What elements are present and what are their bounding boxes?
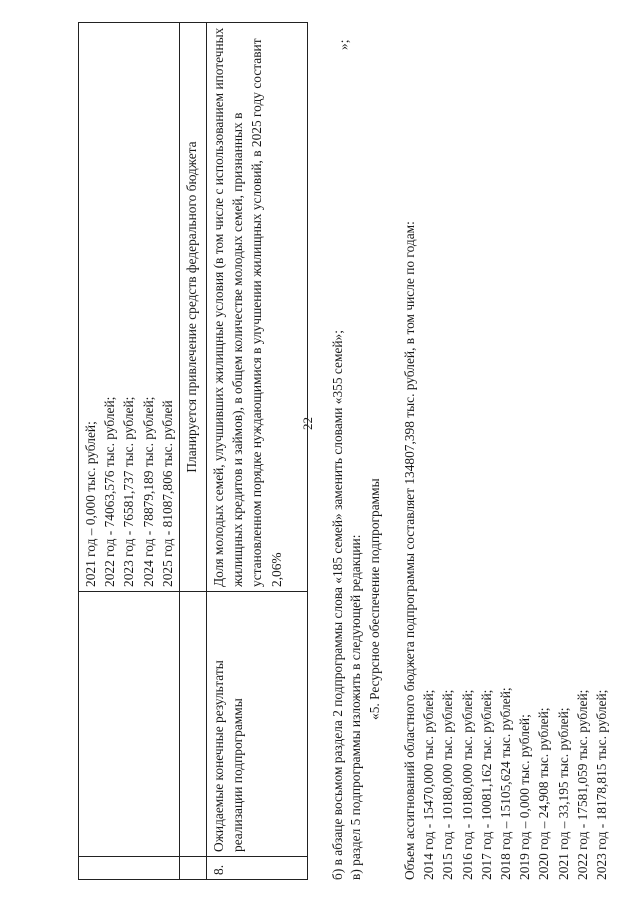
closing-quote-mark: »; <box>336 39 351 50</box>
budget-volume-block <box>400 221 611 880</box>
budget-volume-intro: Объем ассигнований областного бюджета подпрограммы составляет 134807,398 тыс. рублей, в том числе по годам: <box>402 221 417 880</box>
funding-years-cell <box>79 23 180 592</box>
table-row <box>180 23 207 880</box>
year-amount-line: 2014 год - 15470,000 тыс. рублей; <box>421 689 437 880</box>
table-cell-empty <box>180 592 207 857</box>
funding-line: 2025 год - 81087,806 тыс. рублей <box>159 400 175 587</box>
year-amount-line: 2016 год - 10180,000 тыс. рублей; <box>459 689 475 880</box>
expected-results-text: Доля молодых семей, улучшивших жилищные условия (в том числе с использованием ипотечных жилищных кредитов и займов), в общем количестве молодых семей, признанных в установленном порядке нуждающимися в улучшении жилищных условий, в 2025 году составит 2,06% <box>207 23 308 592</box>
funding-line: 2021 год – 0,000 тыс. рублей; <box>83 421 98 587</box>
year-amount-line: 2018 год – 15105,624 тыс. рублей; <box>498 687 514 880</box>
page-number: 22 <box>300 417 315 430</box>
rotated-document-body <box>78 20 638 880</box>
year-amount-line: 2015 год - 10180,000 тыс. рублей; <box>440 689 456 880</box>
year-amount-line: 2019 год – 0,000 тыс. рублей; <box>517 714 533 880</box>
table-row <box>79 23 180 880</box>
year-amount-line: 2021 год – 33,195 тыс. рублей; <box>555 707 571 880</box>
year-amount-line: 2017 год - 10081,162 тыс. рублей; <box>478 689 494 880</box>
row-label: Ожидаемые конечные результаты реализации подпрограммы <box>207 592 308 857</box>
row-number: 8. <box>207 857 308 880</box>
table-cell-empty <box>180 857 207 880</box>
federal-funds-note: Планируется привлечение средств федерального бюджета <box>180 23 207 592</box>
funding-line: 2024 год - 78879,189 тыс. рублей; <box>140 396 156 587</box>
table-cell-empty <box>79 857 180 880</box>
program-table <box>78 22 308 880</box>
amendment-paragraph-b: б) в абзаце восьмом раздела 2 подпрограммы слова «185 семей» заменить словами «355 семей»; <box>330 330 345 880</box>
section-heading: «5. Ресурсное обеспечение подпрограммы <box>367 478 382 720</box>
year-amount-line: 2020 год – 24,908 тыс. рублей; <box>536 707 552 880</box>
table-cell-empty <box>79 592 180 857</box>
amendment-paragraph-v: в) раздел 5 подпрограммы изложить в следующей редакции: <box>348 534 363 880</box>
year-amount-line: 2023 год - 18178,815 тыс. рублей; <box>594 689 610 880</box>
table-row <box>207 23 308 880</box>
funding-line: 2023 год - 76581,737 тыс. рублей; <box>121 396 137 587</box>
funding-line: 2022 год - 74063,576 тыс. рублей; <box>102 396 118 587</box>
year-amount-line: 2022 год - 17581,059 тыс. рублей; <box>574 689 590 880</box>
